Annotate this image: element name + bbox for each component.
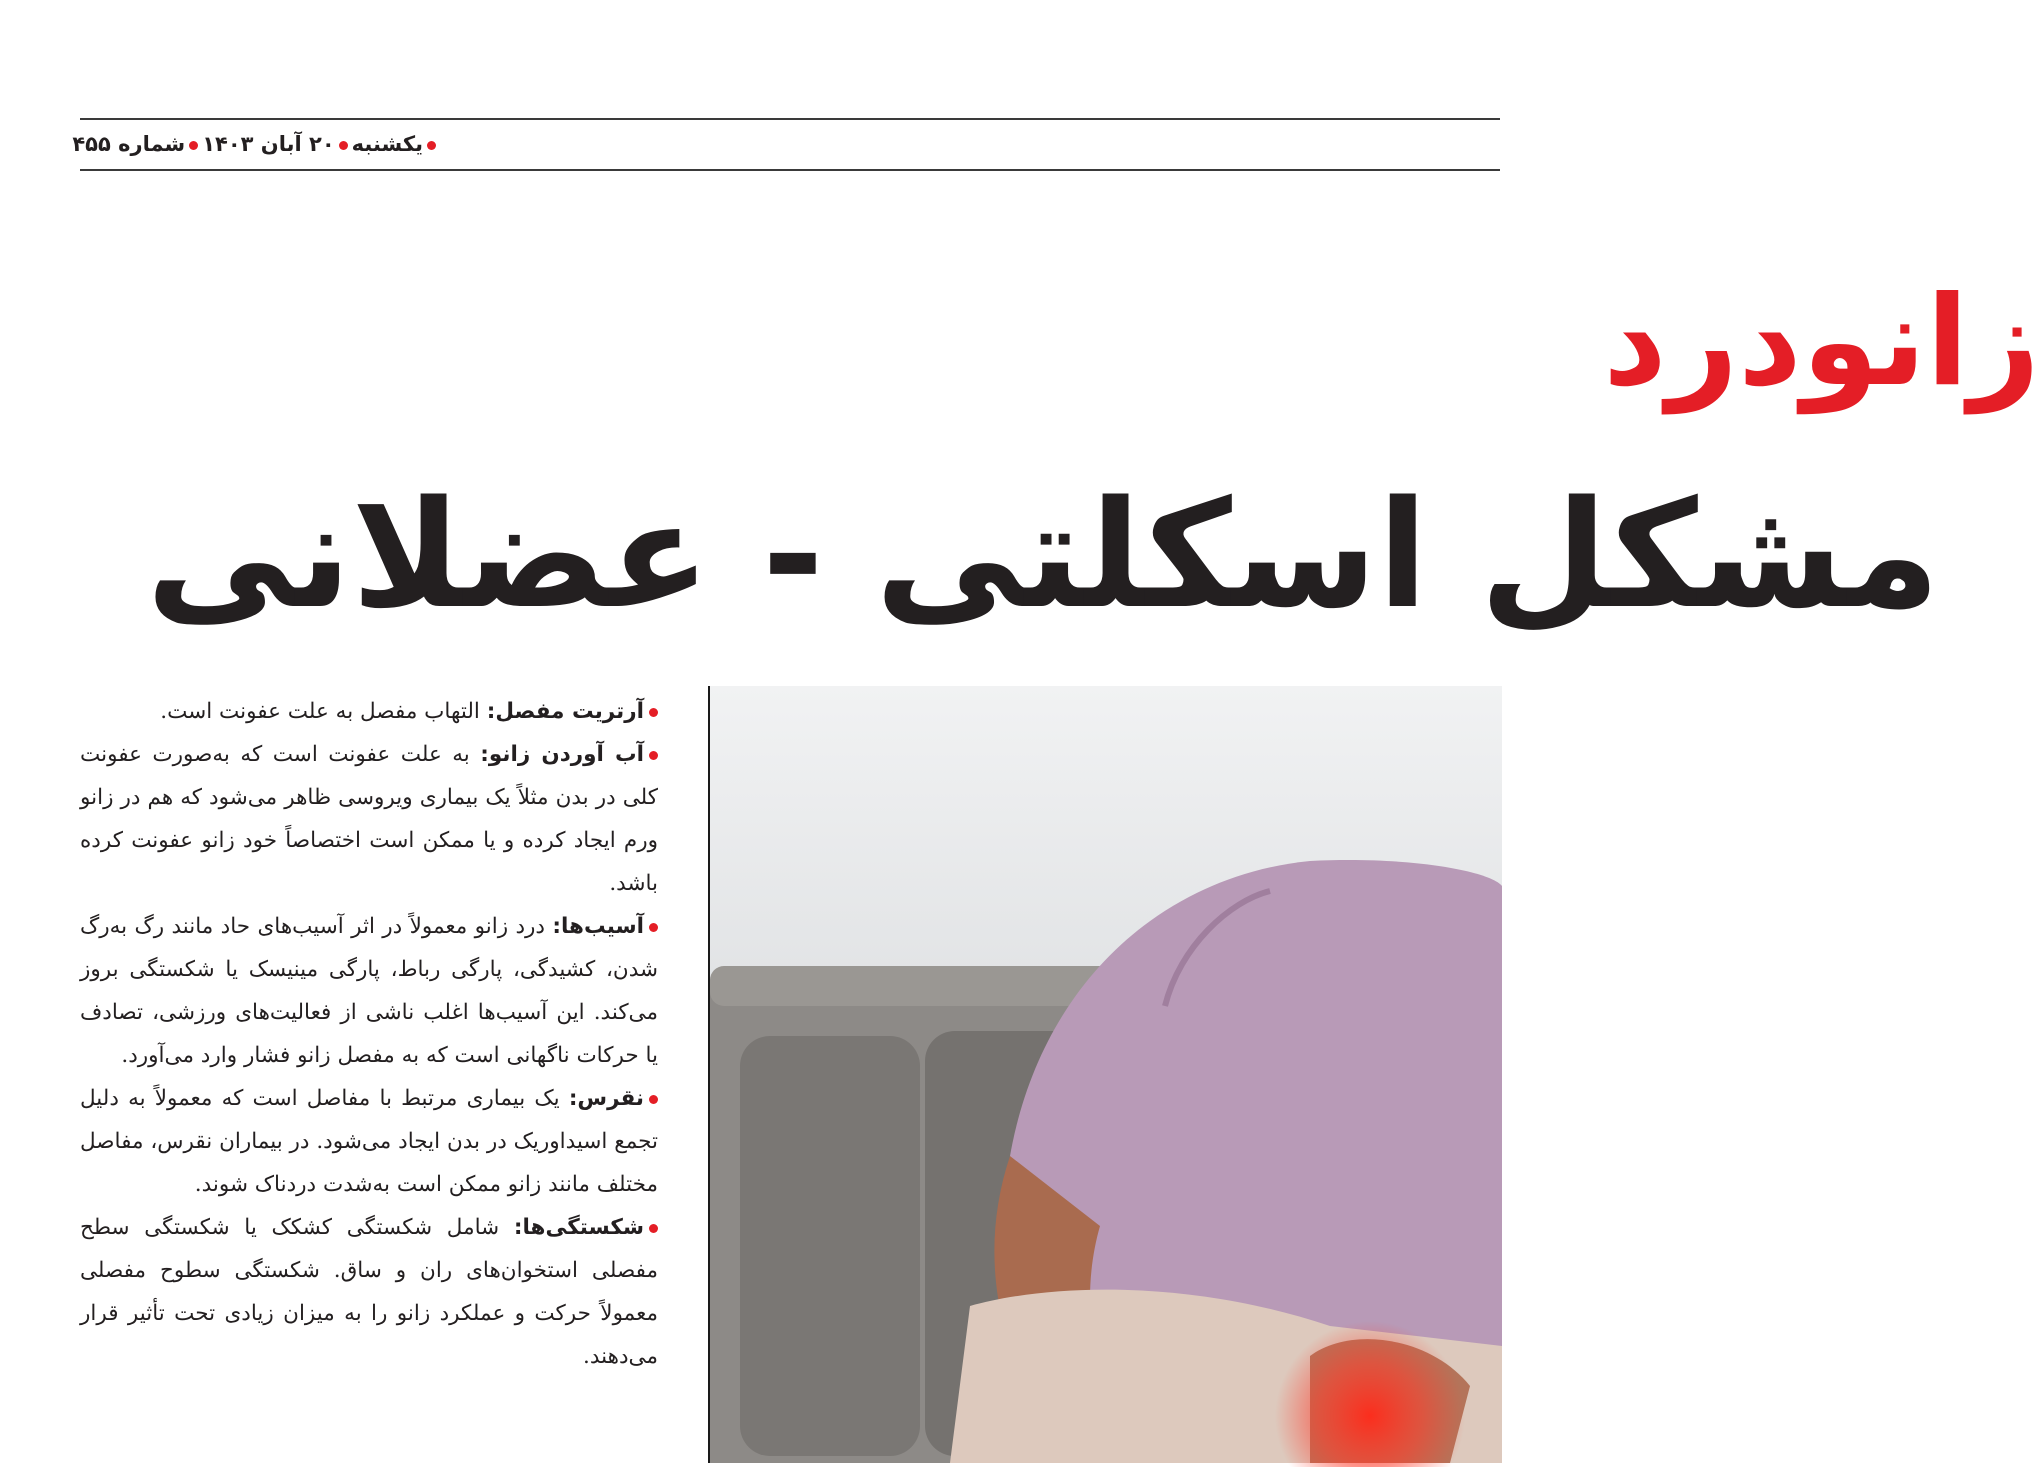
- red-bullet-icon: [649, 708, 658, 717]
- article-paragraph: [80, 1206, 658, 1378]
- dateline-day: یکشنبه: [351, 132, 423, 156]
- dateline-date: ۲۰ آبان ۱۴۰۳: [202, 132, 335, 156]
- paragraph-text: یک بیماری مرتبط با مفاصل است که معمولاً به دلیل تجمع اسیداوریک در بدن ایجاد می‌شود. در بیماران نقرس، مفاصل مختلف مانند زانو ممکن است به‌شدت دردناک شوند.: [80, 1086, 658, 1197]
- article-photo: [708, 686, 1502, 1463]
- red-bullet-icon: [427, 141, 436, 150]
- red-bullet-icon: [649, 1095, 658, 1104]
- paragraph-term: شکستگی‌ها:: [513, 1215, 644, 1240]
- article-column: [80, 690, 658, 1378]
- paragraph-term: آب آوردن زانو:: [480, 742, 644, 767]
- header-top-rule: [80, 118, 1500, 120]
- paragraph-text: درد زانو معمولاً در اثر آسیب‌های حاد مانند رگ به‌رگ شدن، کشیدگی، پارگی رباط، پارگی مینیسک یا شکستگی بروز می‌کند. این آسیب‌ها اغلب ناشی از فعالیت‌های ورزشی، تصادف یا حرکات ناگهانی است که به مفصل زانو فشار وارد می‌آورد.: [80, 914, 658, 1068]
- paragraph-text: شامل شکستگی کشکک یا شکستگی سطح مفصلی استخوان‌های ران و ساق. شکستگی سطوح مفصلی معمولاً حرکت و عملکرد زانو را به میزان زیادی تحت تأثیر قرار می‌دهند.: [80, 1215, 658, 1369]
- header-bottom-rule: [80, 169, 1500, 171]
- headline-title: مشکل اسکلتی - عضلانی: [146, 469, 1940, 641]
- article-paragraph: [80, 690, 658, 733]
- paragraph-term: آسیب‌ها:: [552, 914, 644, 939]
- red-bullet-icon: [339, 141, 348, 150]
- red-bullet-icon: [189, 141, 198, 150]
- red-bullet-icon: [649, 751, 658, 760]
- paragraph-text: به علت عفونت است که به‌صورت عفونت کلی در بدن مثلاً یک بیماری ویروسی ظاهر می‌شود که هم در زانو ورم ایجاد کرده و یا ممکن است اختصاصاً خود زانو عفونت کرده باشد.: [80, 742, 658, 896]
- dateline-issue: شماره ۴۵۵: [72, 132, 186, 156]
- article-paragraph: [80, 905, 658, 1077]
- red-bullet-icon: [649, 923, 658, 932]
- article-paragraph: [80, 1077, 658, 1206]
- dateline: [72, 124, 440, 164]
- red-bullet-icon: [649, 1224, 658, 1233]
- paragraph-text: التهاب مفصل به علت عفونت است.: [160, 699, 487, 724]
- knee-pain-illustration: [710, 686, 1502, 1463]
- paragraph-term: آرتریت مفصل:: [486, 699, 644, 724]
- paragraph-term: نقرس:: [568, 1086, 644, 1111]
- headline-kicker: زانودرد: [1603, 270, 2040, 414]
- article-paragraph: [80, 733, 658, 905]
